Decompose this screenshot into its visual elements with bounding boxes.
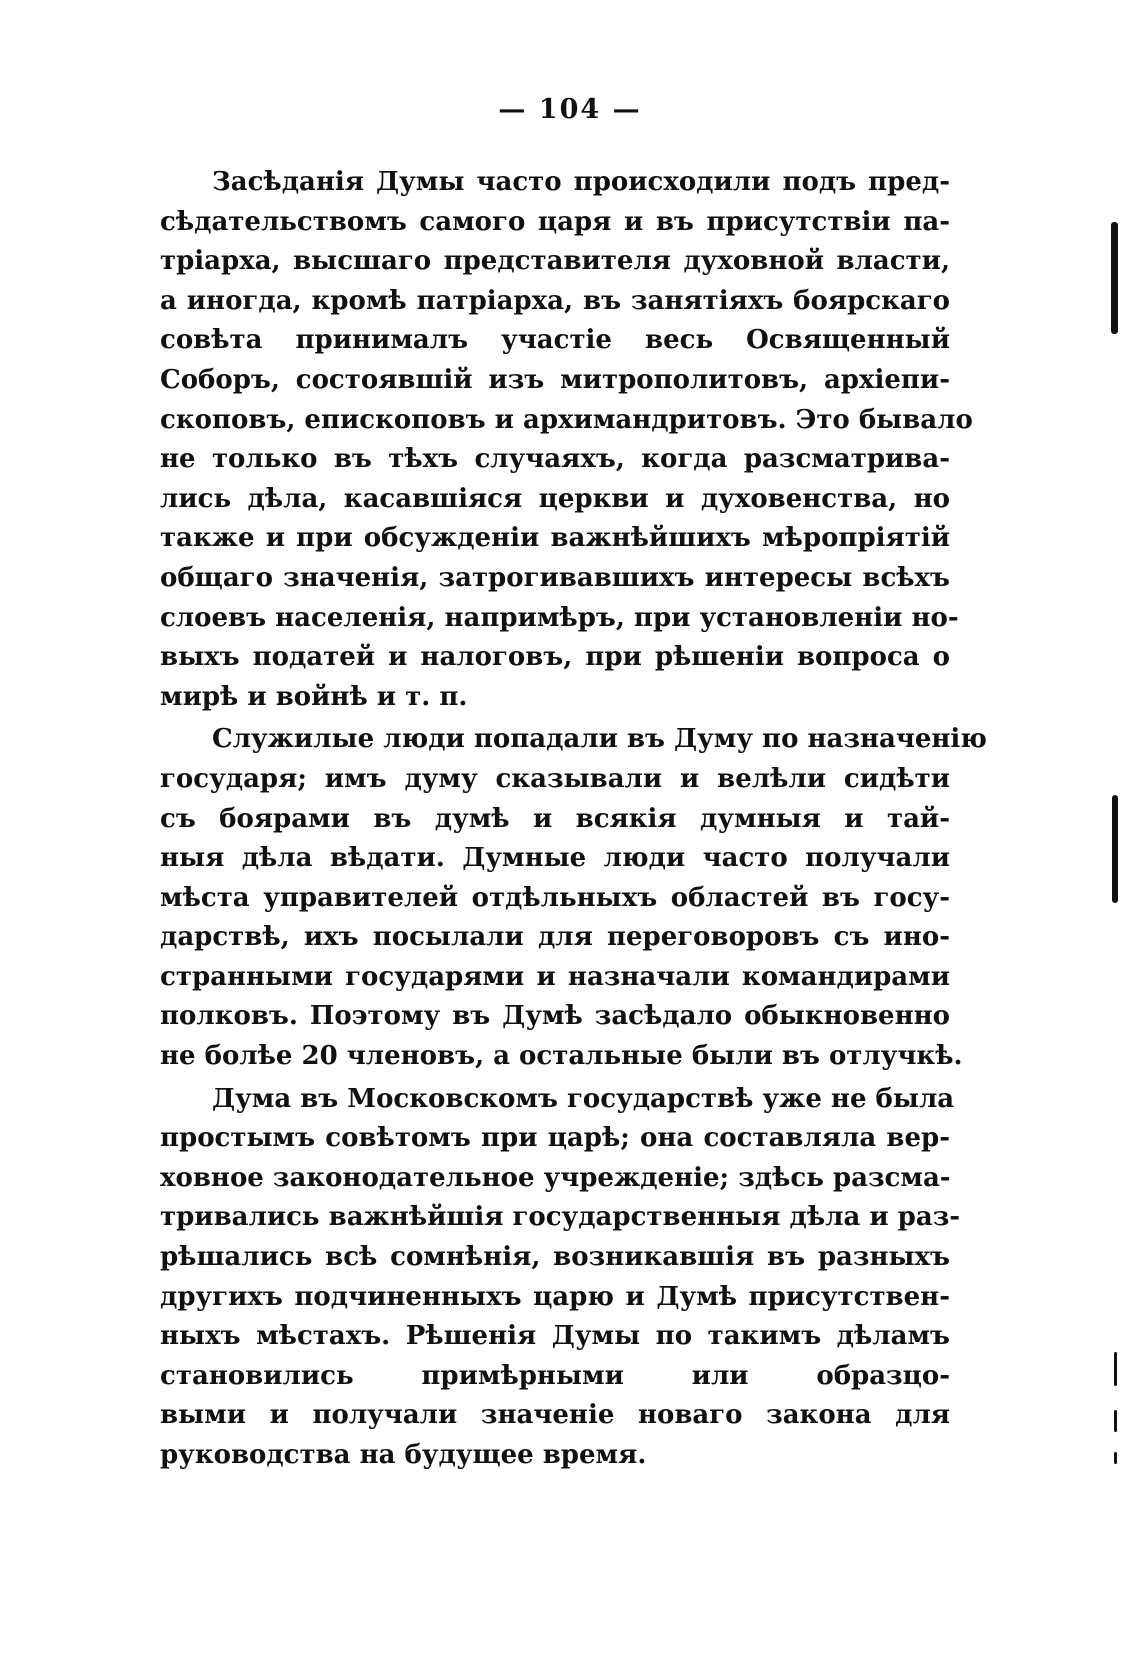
text-line: ныхъ мѣстахъ. Рѣшенія Думы по такимъ дѣламъ xyxy=(160,1321,950,1352)
text-line: скоповъ, епископовъ и архимандритовъ. Это бывало xyxy=(160,404,973,435)
text-line: ховное законодательное учрежденіе; здѣсь разсма- xyxy=(160,1162,951,1193)
text-line: мирѣ и войнѣ и т. п. xyxy=(160,681,468,712)
scan-edge-mark xyxy=(1112,795,1118,903)
scan-edge-mark xyxy=(1114,1410,1117,1432)
paragraph-3 xyxy=(160,1080,961,1476)
text-line: не болѣе 20 членовъ, а остальные были въ отлучкѣ. xyxy=(160,1041,963,1072)
page-number: — 104 — xyxy=(498,94,642,125)
body-text xyxy=(160,163,987,1476)
scan-edge-mark xyxy=(1114,1352,1117,1386)
paragraph-1 xyxy=(160,163,973,717)
text-line: ныя дѣла вѣдати. Думные люди часто получали xyxy=(160,843,950,874)
text-line: другихъ подчиненныхъ царю и Думѣ присутствен- xyxy=(160,1281,950,1312)
text-line: государя; имъ думу сказывали и велѣли сидѣти xyxy=(160,763,950,794)
text-line: становились примѣрными или образцо- xyxy=(160,1360,950,1391)
text-line: простымъ совѣтомъ при царѣ; она составляла вер- xyxy=(160,1123,950,1154)
text-line: совѣта принималъ участіе весь Освященный xyxy=(160,325,950,356)
text-line: общаго значенія, затрогивавшихъ интересы всѣхъ xyxy=(160,562,950,593)
text-line: тривались важнѣйшія государственныя дѣла и раз- xyxy=(160,1202,961,1233)
text-line: тріарха, высшаго представителя духовной власти, xyxy=(160,246,950,277)
text-line: странными государями и назначали командирами xyxy=(160,961,950,992)
text-line: мѣста управителей отдѣльныхъ областей въ госу- xyxy=(160,882,950,913)
text-line: выми и получали значеніе новаго закона для xyxy=(160,1400,950,1431)
text-line: Служилые люди попадали въ Думу по назначенію xyxy=(212,724,987,755)
text-line: также и при обсужденіи важнѣйшихъ мѣропріятій xyxy=(160,523,950,554)
text-line: съ боярами въ думѣ и всякія думныя и тай- xyxy=(160,803,950,834)
scan-edge-mark xyxy=(1111,222,1118,334)
paragraph-2 xyxy=(160,720,987,1076)
text-line: дарствѣ, ихъ посылали для переговоровъ съ ино- xyxy=(160,922,950,953)
text-line: руководства на будущее время. xyxy=(160,1440,647,1470)
text-line: а иногда, кромѣ патріарха, въ занятіяхъ боярскаго xyxy=(160,285,950,316)
text-line: сѣдательствомъ самого царя и въ присутствіи па- xyxy=(160,206,950,237)
text-line: Соборъ, состоявшій изъ митрополитовъ, архіепи- xyxy=(160,364,950,395)
text-line: Засѣданія Думы часто происходили подъ пред- xyxy=(212,167,950,197)
text-line: рѣшались всѣ сомнѣнія, возникавшія въ разныхъ xyxy=(160,1242,950,1273)
text-line: полковъ. Поэтому въ Думѣ засѣдало обыкновенно xyxy=(160,1001,950,1032)
text-line: выхъ податей и налоговъ, при рѣшеніи вопроса о xyxy=(160,642,950,673)
text-line: Дума въ Московскомъ государствѣ уже не была xyxy=(212,1083,955,1114)
text-line: не только въ тѣхъ случаяхъ, когда разсматрива- xyxy=(160,444,950,475)
text-line: лись дѣла, касавшіяся церкви и духовенства, но xyxy=(160,483,950,514)
text-line: слоевъ населенія, напримѣръ, при установленіи но- xyxy=(160,602,959,633)
scan-edge-mark xyxy=(1114,1452,1117,1464)
